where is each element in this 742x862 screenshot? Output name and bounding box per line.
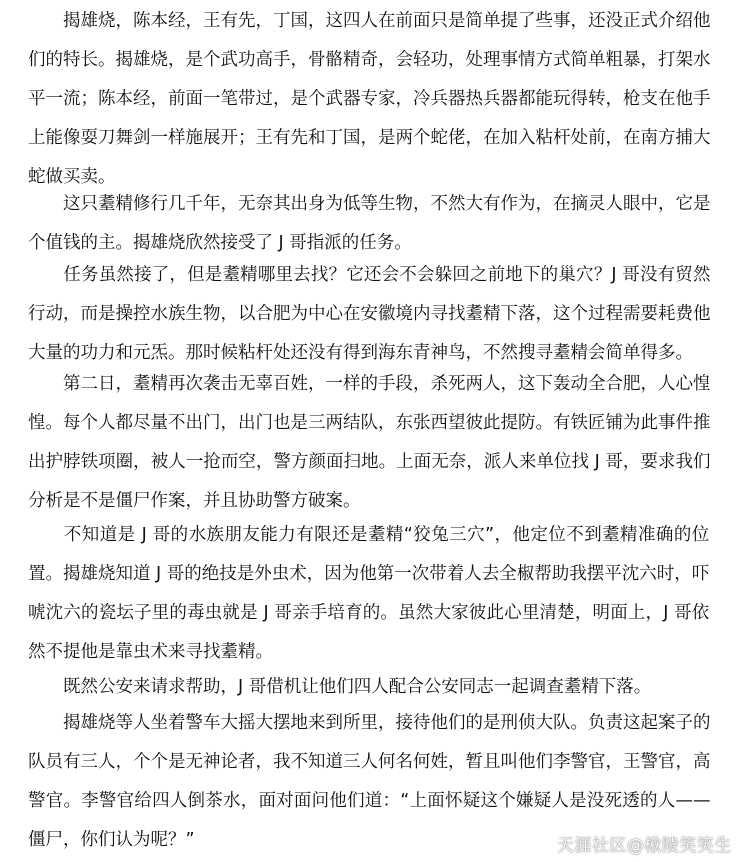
paragraph-3 — [28, 256, 711, 373]
text-line: 揭雄烧，陈本经，王有先，丁国，这四人在前面只是简单提了些事，还没正式介绍他 — [28, 11, 711, 31]
text-line: 这只耋精修行几千年，无奈其出身为低等生物，不然大有作为，在摘灵人眼中，它是 — [28, 194, 711, 214]
text-line: 僵尸，你们认为呢？” — [28, 830, 195, 850]
paragraph-6 — [28, 668, 651, 707]
text-line: 惶。每个人都尽量不出门，出门也是三两结队，东张西望彼此提防。有铁匠铺为此事件推 — [28, 413, 711, 433]
text-line: 蛇做买卖。 — [28, 167, 116, 187]
text-line: 分析是不是僵尸作案，并且协助警方破案。 — [28, 491, 361, 511]
text-line: 上能像耍刀舞剑一样施展开；王有先和丁国，是两个蛇佬，在加入粘杆处前，在南方捕大 — [28, 128, 711, 148]
paragraph-1 — [28, 2, 711, 197]
text-line: 们的特长。揭雄烧，是个武功高手，骨骼精奇，会轻功，处理事情方式简单粗暴，打架水 — [28, 50, 711, 70]
text-line: 然不提他是靠虫术来寻找耋精。 — [28, 642, 273, 662]
text-line: 平一流；陈本经，前面一笔带过，是个武器专家，冷兵器热兵器都能玩得转，枪支在他手 — [28, 89, 711, 109]
text-line: 既然公安来请求帮助，J 哥借机让他们四人配合公安同志一起调查耋精下落。 — [28, 677, 652, 697]
text-line: 大量的功力和元炁。那时候粘杆处还没有得到海东青神鸟，不然搜寻耋精会简单得多。 — [28, 343, 693, 363]
text-line: 揭雄烧等人坐着警车大摇大摆地来到所里，接待他们的是刑侦大队。负责这起案子的 — [28, 713, 711, 733]
text-line: 任务虽然接了，但是耋精哪里去找？它还会不会躲回之前地下的巢穴？J 哥没有贸然 — [28, 265, 711, 285]
paragraph-2 — [28, 185, 711, 263]
text-line: 出护脖铁项圈，被人一抢而空，警方颜面扫地。上面无奈，派人来单位找 J 哥，要求我们 — [28, 452, 711, 472]
text-line: 个值钱的主。揭雄烧欣然接受了 J 哥指派的任务。 — [28, 233, 412, 253]
text-line: 第二日，耋精再次袭击无辜百姓，一样的手段，杀死两人，这下轰动全合肥，人心惶 — [28, 374, 711, 394]
text-line: 队员有三人，个个是无神论者，我不知道三人何名何姓，暂且叫他们李警官，王警官，高 — [28, 752, 711, 772]
text-line: 不知道是 J 哥的水族朋友能力有限还是耋精“狡兔三穴”，他定位不到耋精准确的位 — [28, 525, 710, 545]
text-line: 警官。李警官给四人倒茶水，面对面问他们道：“上面怀疑这个嫌疑人是没死透的人—— — [28, 791, 711, 811]
text-line: 行动，而是操控水族生物，以合肥为中心在安徽境内寻找耋精下落，这个过程需要耗费他 — [28, 304, 711, 324]
paragraph-5 — [28, 516, 709, 672]
text-line: 唬沈六的瓷坛子里的毒虫就是 J 哥亲手培育的。虽然大家彼此心里清楚，明面上，J 哥依 — [28, 603, 710, 623]
watermark: 天涯社区@楸陵笑笑生 — [557, 836, 732, 856]
paragraph-4 — [28, 365, 711, 521]
text-line: 置。揭雄烧知道 J 哥的绝技是外虫术，因为他第一次带着人去全椒帮助我摆平沈六时，吓 — [28, 564, 710, 584]
